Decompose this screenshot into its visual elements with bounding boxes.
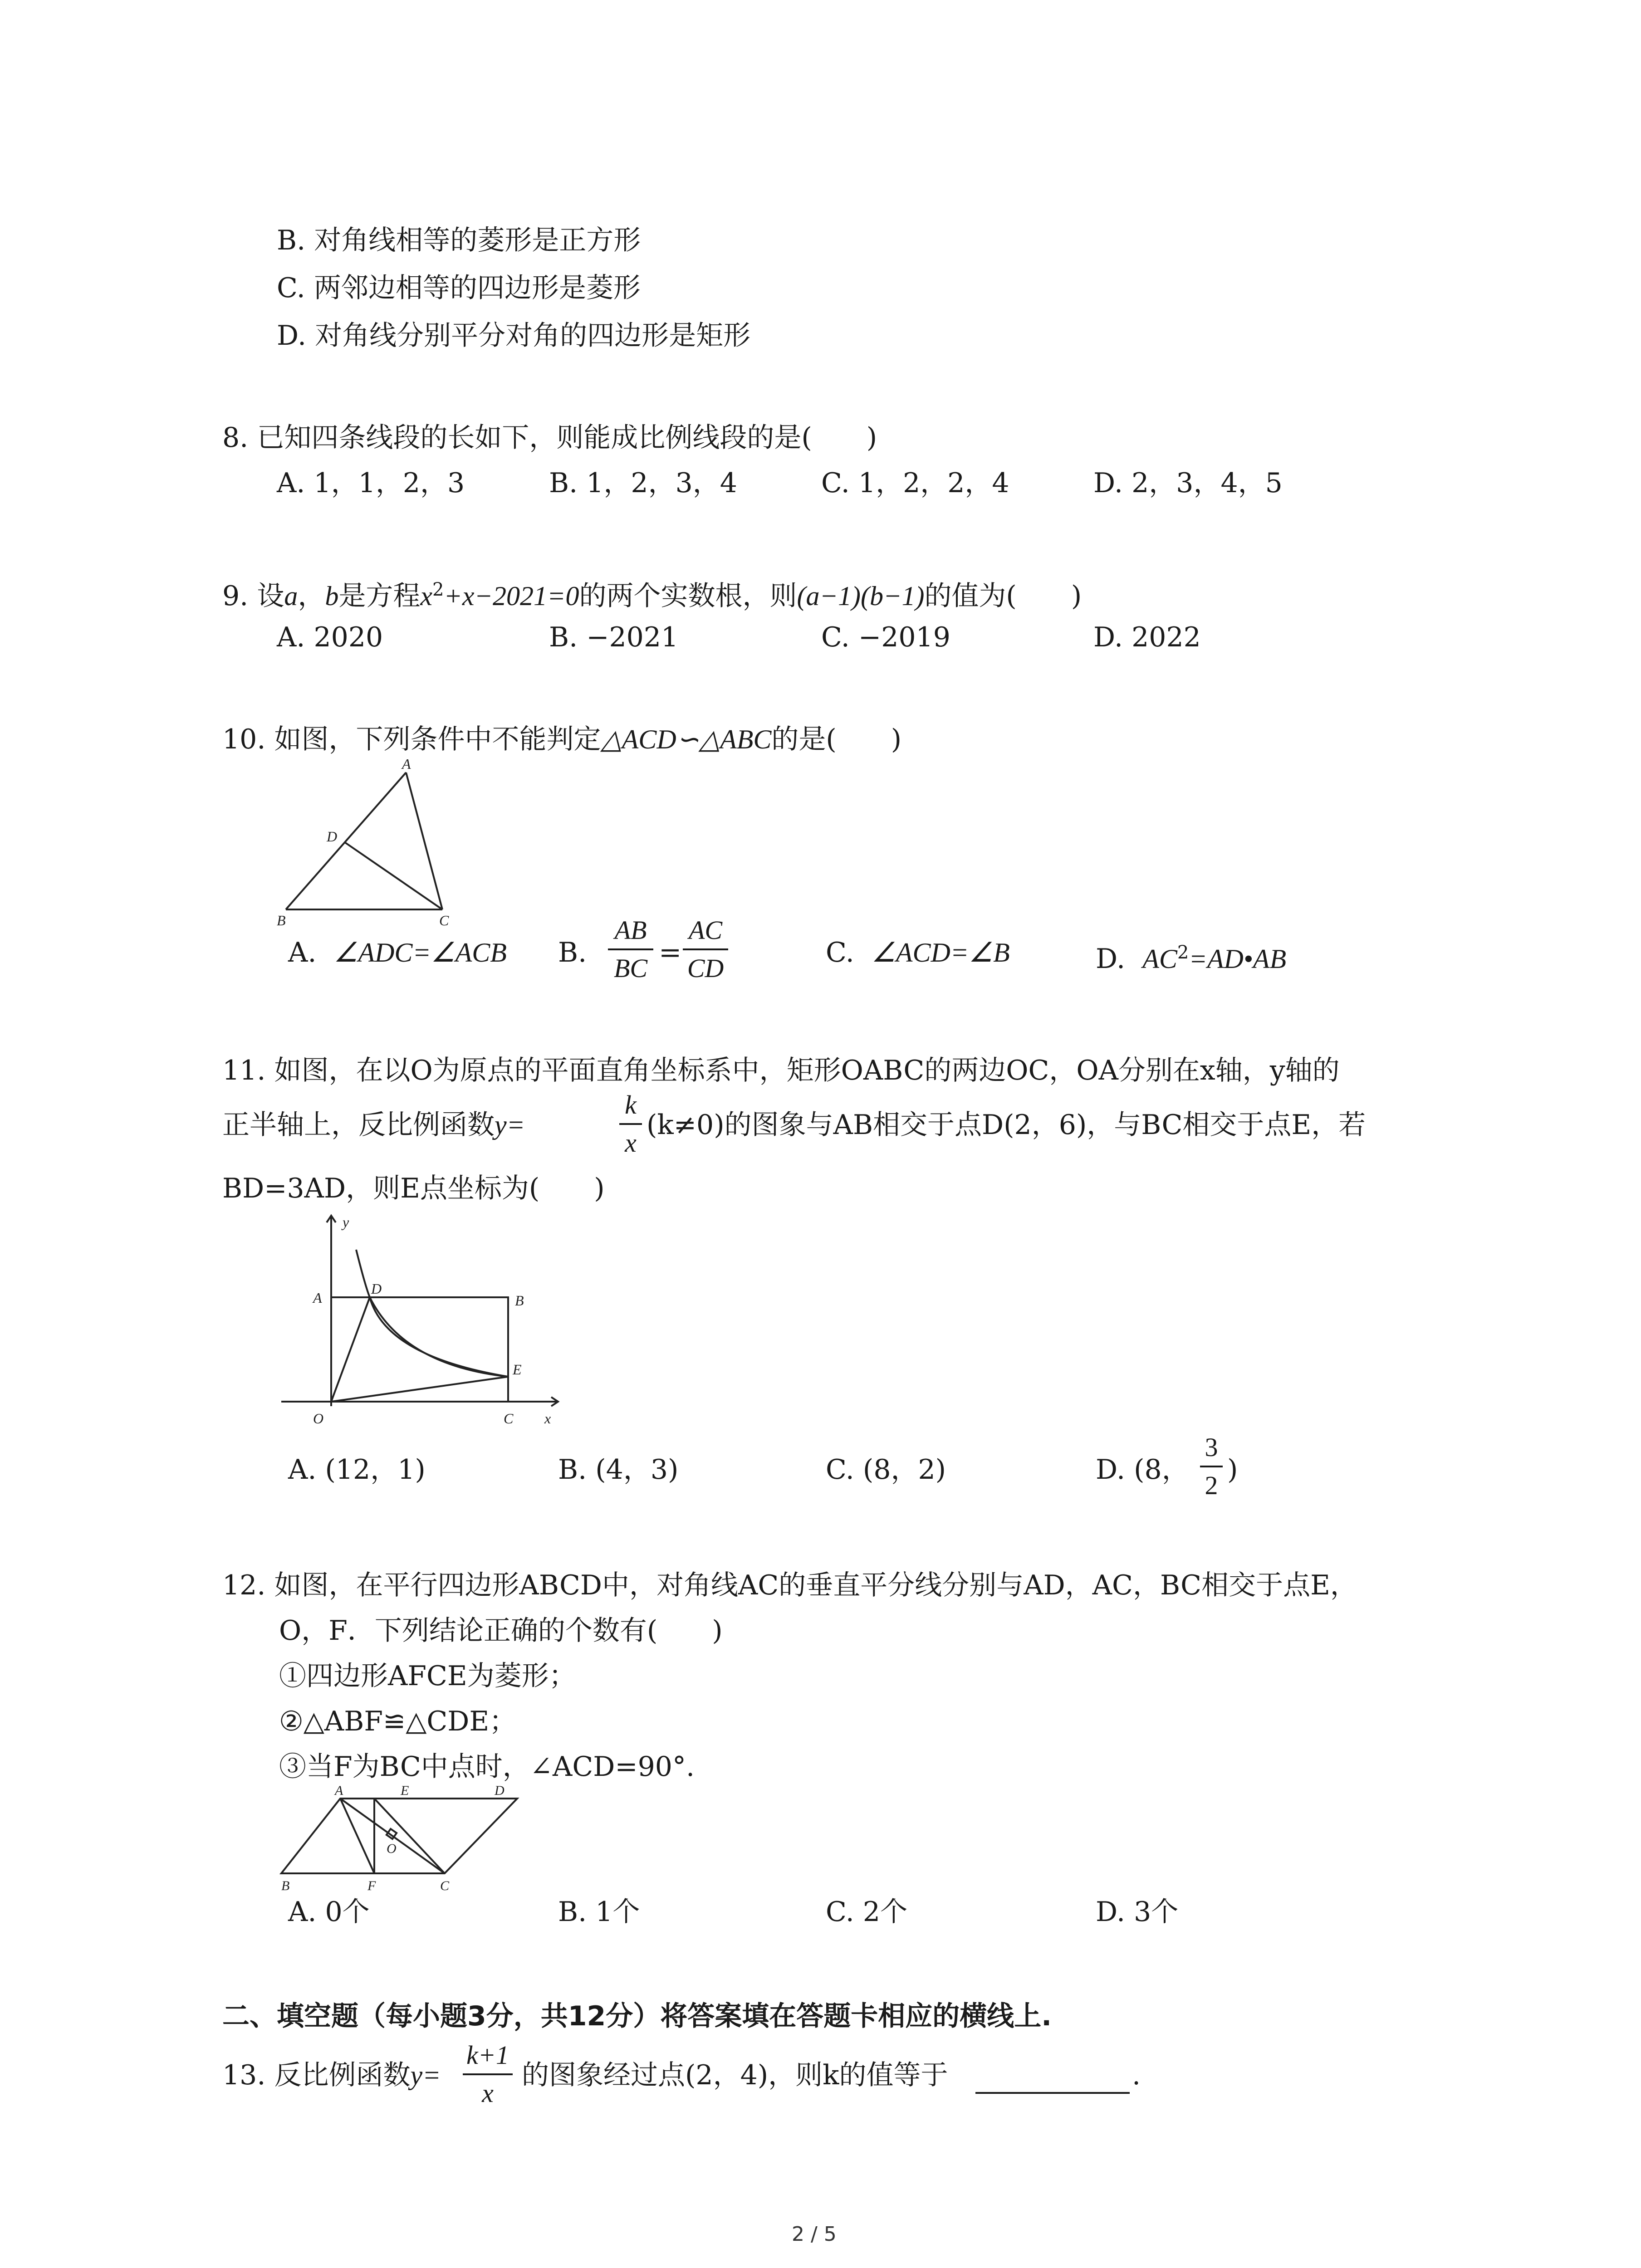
q9-option-d: D. 2022 <box>1093 621 1201 653</box>
q12-label-e: E <box>401 1785 409 1798</box>
q12-label-d: D <box>495 1785 505 1798</box>
q11-label-b: B <box>515 1292 524 1309</box>
q13-period: . <box>1132 2059 1141 2091</box>
q9-option-c: C. −2019 <box>821 621 950 653</box>
q12-conclusion-1: ①四边形AFCE为菱形； <box>279 1660 576 1692</box>
q8-option-b: B. 1，2，3，4 <box>549 467 737 499</box>
q10-option-b-label: B. <box>558 937 587 968</box>
q10-option-a: A. ∠ADC=∠ACB <box>288 937 507 968</box>
q11-option-c: C. (8，2) <box>826 1454 946 1486</box>
section-2-heading: 二、填空题（每小题3分，共12分）将答案填在答题卡相应的横线上. <box>222 2000 1052 2032</box>
q8-option-a: A. 1，1，2，3 <box>277 467 465 499</box>
q11-option-d-end: ) <box>1227 1454 1238 1486</box>
q8-stem: 8. 已知四条线段的长如下，则能成比例线段的是( ) <box>222 422 877 454</box>
q12-label-b: B <box>281 1878 290 1893</box>
q7-option-c: C. 两邻边相等的四边形是菱形 <box>277 272 641 304</box>
q9-option-b: B. −2021 <box>549 621 679 653</box>
q11-option-d-fraction: 3 2 <box>1200 1431 1223 1502</box>
q12-label-o: O <box>387 1841 397 1856</box>
q10-option-d: D. $AC^2=AD•AB$ <box>1096 942 1287 975</box>
q11-label-a: A <box>313 1290 322 1306</box>
q11-line-3: BD=3AD，则E点坐标为( ) <box>222 1173 605 1204</box>
q12-label-f: F <box>367 1878 376 1893</box>
q11-option-d-start: D. (8， <box>1096 1454 1189 1486</box>
q11-option-a: A. (12，1) <box>288 1454 426 1486</box>
q11-coordinate-figure <box>268 1207 576 1433</box>
q11-label-c: C <box>504 1410 514 1427</box>
q13-answer-blank[interactable] <box>975 2092 1130 2094</box>
q10-option-b-equals: = <box>659 937 682 968</box>
q12-option-c: C. 2个 <box>826 1896 908 1928</box>
q12-option-a: A. 0个 <box>288 1896 370 1928</box>
q12-line-1: 12. 如图，在平行四边形ABCD中，对角线AC的垂直平分线分别与AD，AC，BC相交于点E， <box>222 1569 1357 1601</box>
q13-stem-start: 13. 反比例函数y= <box>222 2059 441 2091</box>
q11-fraction: k x <box>619 1089 642 1159</box>
q8-option-d: D. 2，3，4，5 <box>1093 467 1283 499</box>
q12-option-d: D. 3个 <box>1096 1896 1179 1928</box>
q11-label-e: E <box>513 1361 522 1378</box>
q10-stem: 10. 如图，下列条件中不能判定△ACD∽△ABC的是( ) <box>222 723 902 755</box>
q11-label-d: D <box>371 1281 382 1297</box>
q10-option-c: C. ∠ACD=∠B <box>826 937 1010 968</box>
q12-line-2: O，F．下列结论正确的个数有( ) <box>279 1615 723 1647</box>
q13-fraction: k+1 x <box>463 2039 513 2110</box>
q10-triangle-figure <box>268 755 472 928</box>
q13-stem-end: 的图象经过点(2，4)，则k的值等于 <box>522 2059 948 2091</box>
q9-option-a: A. 2020 <box>277 621 383 653</box>
q11-line-2-end: (k≠0)的图象与AB相交于点D(2，6)，与BC相交于点E，若 <box>647 1109 1366 1141</box>
page-number: 2 / 5 <box>792 2223 837 2246</box>
q12-label-c: C <box>440 1878 450 1893</box>
q10-label-d: D <box>327 828 338 845</box>
q12-label-a: A <box>335 1785 343 1798</box>
q11-line-2-start: 正半轴上，反比例函数y= <box>222 1109 525 1141</box>
q8-option-c: C. 1，2，2，4 <box>821 467 1009 499</box>
q10-option-b-fraction-2: AC CD <box>683 914 728 985</box>
q12-conclusion-2: ②△ABF≌△CDE； <box>279 1706 517 1737</box>
q11-option-b: B. (4，3) <box>558 1454 679 1486</box>
q12-parallelogram-figure <box>272 1785 563 1894</box>
q11-line-1: 11. 如图，在以O为原点的平面直角坐标系中，矩形OABC的两边OC，OA分别在x轴，y轴的 <box>222 1055 1340 1086</box>
q10-label-b: B <box>277 912 286 928</box>
q10-option-b-fraction-1: AB BC <box>608 914 653 985</box>
q12-option-b: B. 1个 <box>558 1896 640 1928</box>
q10-label-a: A <box>402 756 411 772</box>
q9-stem: 9. 设a，b是方程$x^2+x-2021=0$的两个实数根，则(a−1)(b−1)的值为( ) <box>222 579 1082 612</box>
q7-option-b: B. 对角线相等的菱形是正方形 <box>277 225 641 256</box>
q12-conclusion-3: ③当F为BC中点时，∠ACD=90°. <box>279 1751 695 1783</box>
q11-label-x: x <box>544 1410 551 1427</box>
q11-label-o: O <box>313 1410 324 1427</box>
q11-label-y: y <box>343 1214 349 1230</box>
q10-label-c: C <box>439 912 449 928</box>
q7-option-d: D. 对角线分别平分对角的四边形是矩形 <box>277 320 751 352</box>
